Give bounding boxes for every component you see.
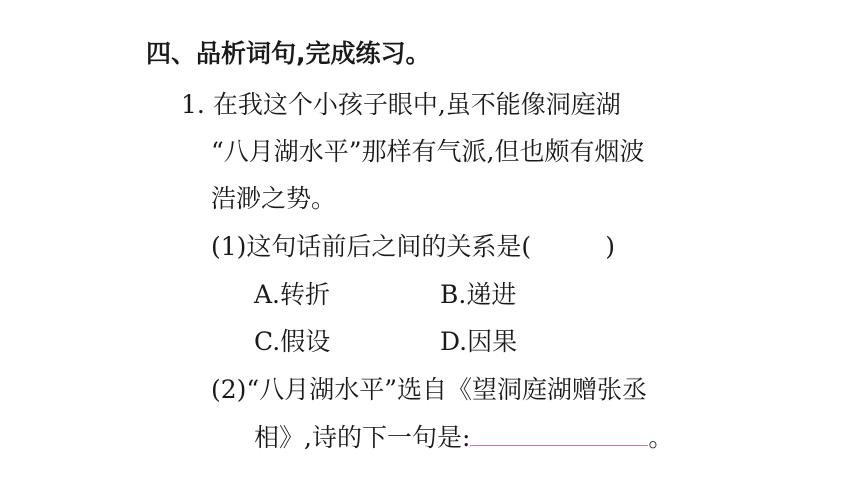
option-d-text: 因果	[467, 327, 518, 356]
subquestion-2-end-mark: 。	[648, 423, 674, 452]
option-c	[254, 325, 330, 359]
question-1-line-1	[181, 88, 621, 122]
option-a	[254, 278, 330, 312]
option-c-text: 假设	[280, 327, 331, 356]
section-heading: 四、品析词句,完成练习。	[146, 39, 431, 68]
subquestion-2-line-2	[254, 421, 673, 455]
subquestion-1-prompt: 这句话前后之间的关系是(	[246, 232, 532, 261]
subquestion-2-line-1: “八月湖水平”选自《望洞庭湖赠张丞	[246, 375, 647, 404]
subquestion-2-label: (2)	[211, 375, 247, 404]
question-text-line-2: “八月湖水平”那样有气派,但也颇有烟波	[211, 137, 645, 166]
option-a-letter: A.	[254, 280, 281, 309]
subquestion-1-paren-close: )	[605, 232, 615, 261]
option-b	[440, 278, 516, 312]
subquestion-1-label: (1)	[211, 232, 247, 261]
question-number: 1.	[181, 90, 205, 119]
option-b-text: 递进	[466, 280, 517, 309]
option-a-text: 转折	[280, 280, 331, 309]
subquestion-2-prompt: 相》,诗的下一句是:	[254, 423, 471, 452]
option-d	[440, 325, 517, 359]
answer-blank-line[interactable]	[470, 423, 648, 446]
question-text-line-3: 浩渺之势。	[211, 184, 337, 213]
subquestion-1	[211, 230, 615, 264]
subquestion-2	[211, 373, 647, 407]
option-d-letter: D.	[440, 327, 468, 356]
question-text: 在我这个小孩子眼中,虽不能像洞庭湖	[212, 90, 621, 119]
option-b-letter: B.	[440, 280, 467, 309]
option-c-letter: C.	[254, 327, 281, 356]
